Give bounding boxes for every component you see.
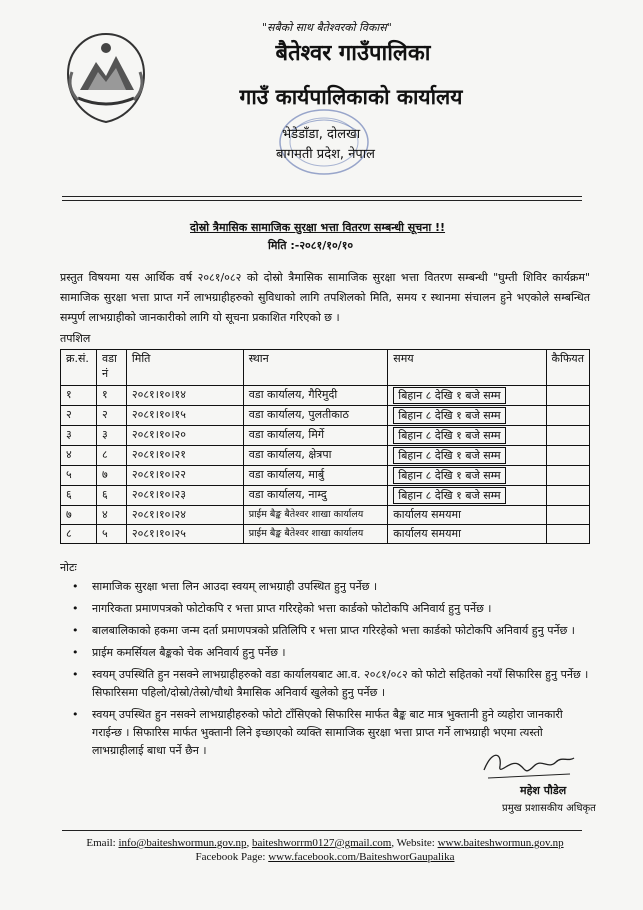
website-label: , Website: (391, 837, 435, 849)
cell-date: २०८१।१०।२२ (126, 466, 243, 486)
cell-time (388, 486, 546, 506)
notice-date: मिति :-२०८१/१०/१० (268, 239, 354, 252)
cell-remarks (546, 426, 589, 446)
list-item: • प्राईम कमर्सियल बैङ्कको चेक अनिवार्य हुनु पर्नेछ । (70, 644, 590, 662)
cell-time: कार्यालय समयमा (388, 525, 546, 544)
email-separator: , (246, 837, 250, 849)
cell-place: वडा कार्यालय, मिर्गे (243, 426, 388, 446)
website-link[interactable]: www.baiteshwormun.gov.np (437, 837, 564, 849)
cell-place: वडा कार्यालय, मार्बु (243, 466, 388, 486)
cell-date: २०८१।१०।२४ (126, 506, 243, 525)
list-item: • स्वयम् उपस्थित हुन नसक्ने लाभग्राहीहरुको फोटो टाँसिएको सिफारिस मार्फत बैङ्क बाट मात्र भुक्तानी हुने व्यहोरा जानकारी गराईन्छ । सिफारिस मार्फत भुक्तानी लिने इच्छाएको व्यक्ति सामाजिक सुरक्षा भत्ता प्राप्त गर्ने लाभग्राही भएमा त्यस्तो लाभग्राहीलाई बाधा पर्ने छैन । (70, 706, 590, 760)
col-header-sn: क्र.सं. (61, 350, 97, 386)
cell-ward: २ (96, 406, 126, 426)
col-header-place: स्थान (243, 350, 388, 386)
cell-remarks (546, 406, 589, 426)
cell-time (388, 426, 546, 446)
cell-date: २०८१।१०।२५ (126, 525, 243, 544)
header-divider (62, 196, 582, 197)
list-item: • सामाजिक सुरक्षा भत्ता लिन आउदा स्वयम् लाभग्राही उपस्थित हुनु पर्नेछ । (70, 578, 590, 596)
list-item: • बालबालिकाको हकमा जन्म दर्ता प्रमाणपत्रको प्रतिलिपि र भत्ता प्राप्त गरिरहेको भत्ता कार्डको फोटोकपि अनिवार्य हुनु पर्नेछ । (70, 622, 590, 640)
table-row (61, 426, 590, 446)
cell-time (388, 446, 546, 466)
cell-place: प्राईम बैङ्क बैतेश्वर शाखा कार्यालय (243, 506, 388, 525)
col-header-ward: वडा नं (96, 350, 126, 386)
cell-remarks (546, 386, 589, 406)
notes-list (70, 578, 590, 764)
cell-sn: ७ (61, 506, 97, 525)
schedule-table (60, 349, 590, 544)
cell-remarks (546, 525, 589, 544)
cell-remarks (546, 446, 589, 466)
footer-contact (60, 837, 590, 849)
table-row (61, 466, 590, 486)
cell-place: वडा कार्यालय, गैरिमुदी (243, 386, 388, 406)
municipality-name: बैतेश्वर गाउँपालिका (275, 40, 431, 66)
cell-ward: ५ (96, 525, 126, 544)
cell-sn: ८ (61, 525, 97, 544)
cell-time (388, 406, 546, 426)
cell-time (388, 466, 546, 486)
address-line2: बागमती प्रदेश, नेपाल (276, 147, 375, 162)
cell-sn: ३ (61, 426, 97, 446)
cell-date: २०८१।१०।२१ (126, 446, 243, 466)
cell-ward: ४ (96, 506, 126, 525)
email-link-gmail[interactable]: baiteshworrm0127@gmail.com (251, 837, 392, 849)
cell-place: वडा कार्यालय, नाम्दु (243, 486, 388, 506)
time-box: बिहान ८ देखि १ बजे सम्म (393, 427, 505, 444)
cell-place: वडा कार्यालय, पुलतीकाठ (243, 406, 388, 426)
cell-ward: ३ (96, 426, 126, 446)
table-row (61, 386, 590, 406)
notes-label: नोटः (60, 561, 77, 574)
cell-ward: ८ (96, 446, 126, 466)
cell-place: प्राईम बैङ्क बैतेश्वर शाखा कार्यालय (243, 525, 388, 544)
table-row (61, 486, 590, 506)
table-row (61, 446, 590, 466)
email-label: Email: (86, 837, 116, 849)
office-name: गाउँ कार्यपालिकाको कार्यालय (239, 84, 463, 109)
table-row (61, 525, 590, 544)
facebook-label: Facebook Page: (195, 851, 266, 863)
facebook-link[interactable]: www.facebook.com/BaiteshworGaupalika (268, 851, 455, 863)
cell-place: वडा कार्यालय, क्षेत्रपा (243, 446, 388, 466)
cell-sn: १ (61, 386, 97, 406)
cell-sn: २ (61, 406, 97, 426)
time-box: बिहान ८ देखि १ बजे सम्म (393, 447, 505, 464)
footer-divider (62, 830, 582, 831)
cell-ward: ६ (96, 486, 126, 506)
time-box: बिहान ८ देखि १ बजे सम्म (393, 387, 505, 404)
cell-date: २०८१।१०।१५ (126, 406, 243, 426)
time-box: बिहान ८ देखि १ बजे सम्म (393, 407, 505, 424)
col-header-time: समय (388, 350, 546, 386)
nepal-emblem-icon (58, 28, 154, 128)
cell-date: २०८१।१०।१४ (126, 386, 243, 406)
address-line1: भेडेडाँडा, दोलखा (282, 127, 361, 142)
cell-sn: ४ (61, 446, 97, 466)
details-label: तपशिल (60, 332, 91, 345)
time-box: बिहान ८ देखि १ बजे सम्म (393, 487, 505, 504)
cell-remarks (546, 466, 589, 486)
time-box: बिहान ८ देखि १ बजे सम्म (393, 467, 505, 484)
cell-date: २०८१।१०।२० (126, 426, 243, 446)
list-item: • स्वयम् उपस्थिति हुन नसक्ने लाभग्राहीहरुको वडा कार्यालयबाट आ.व. २०८१/०८२ को फोटो सहितको नयाँ सिफारिस हुनु पर्नेछ । सिफारिसमा पहिलो/दोस्रो/तेस्रो/चौथो त्रैमासिक अनिवार्य खुलेको हुनु पर्नेछ । (70, 666, 590, 702)
header-divider-2 (62, 200, 582, 201)
cell-ward: ७ (96, 466, 126, 486)
table-row (61, 406, 590, 426)
cell-remarks (546, 506, 589, 525)
signer-title: प्रमुख प्रशासकीय अधिकृत (502, 803, 596, 814)
slogan: "सबैको साथ बैतेश्वरको विकास" (262, 21, 392, 34)
signer-name: महेश पौडेल (520, 784, 567, 797)
table-row (61, 506, 590, 525)
cell-sn: ६ (61, 486, 97, 506)
cell-time (388, 386, 546, 406)
cell-ward: १ (96, 386, 126, 406)
col-header-remarks: कैफियत (546, 350, 589, 386)
footer-facebook (60, 851, 590, 863)
notice-title: दोस्रो त्रैमासिक सामाजिक सुरक्षा भत्ता वितरण सम्बन्धी सूचना !! (190, 221, 446, 234)
list-item: • नागरिकता प्रमाणपत्रको फोटोकपि र भत्ता प्राप्त गरिरहेको भत्ता कार्डको फोटोकपि अनिवार्य हुनु पर्नेछ । (70, 600, 590, 618)
email-link-info[interactable]: info@baiteshwormun.gov.np (118, 837, 247, 849)
col-header-date: मिति (126, 350, 243, 386)
notice-body: प्रस्तुत विषयमा यस आर्थिक वर्ष २०८१/०८२ को दोस्रो त्रैमासिक सामाजिक सुरक्षा भत्ता वितरण सम्बन्धी "घुम्ती शिविर कार्यक्रम" सामाजिक सुरक्षा भत्ता प्राप्त गर्ने लाभग्राहीहरुको सुविधाको लागि तपशिलको मिति, समय र स्थानमा संचालन हुने भएकोले सम्बन्धित सम्पुर्ण लाभग्राहीको जानकारीको लागि यो सूचना प्रकाशित गरिएको छ । (60, 271, 590, 324)
cell-sn: ५ (61, 466, 97, 486)
cell-remarks (546, 486, 589, 506)
cell-date: २०८१।१०।२३ (126, 486, 243, 506)
cell-time: कार्यालय समयमा (388, 506, 546, 525)
table-header-row (61, 350, 590, 386)
